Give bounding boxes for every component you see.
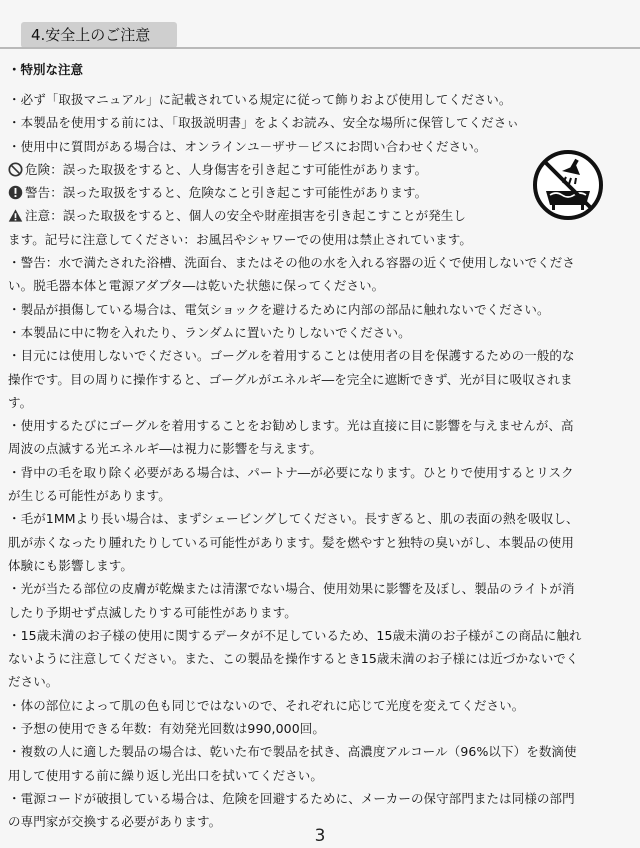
- caution-continued: ます。記号に注意してください：お風呂やシャワーでの使用は禁止されています。: [8, 231, 472, 247]
- intro-line: ・使用中に質問がある場合は、オンラインユ－ザサ－ビスにお問い合わせください。: [8, 138, 487, 154]
- notice-paragraph: [8, 321, 634, 344]
- section-divider: [0, 47, 640, 49]
- page-number: 3: [314, 826, 326, 846]
- paragraph-line: が生じる可能性があります。: [8, 488, 171, 504]
- paragraph-line: ・製品が損傷している場合は、電気ショックを避けるために内部の部品に触れないでください。: [8, 301, 550, 317]
- paragraph-line: ・複数の人に適した製品の場合は、乾いた布で製品を拭き、高濃度アルコール（96%以下）を数滴使: [8, 744, 577, 760]
- paragraph-line: ・毛が1MMより長い場合は、まずシェービングしてください。長すぎると、肌の表面の熱を吸収し、: [8, 511, 579, 527]
- danger-text: 危険：誤った取扱をすると、人身傷害を引き起こす可能性があります。: [25, 161, 428, 177]
- paragraph-line: ないように注意してください。また、この製品を操作するとき15歳未満のお子様には近づかないでく: [8, 651, 579, 667]
- paragraph-line: ・予想の使用できる年数：有効発光回数は990,000回。: [8, 721, 325, 737]
- paragraph-line: ・目元には使用しないでください。ゴーグルを着用することは使用者の目を保護するための一般的な: [8, 348, 575, 364]
- paragraph-line: 用して使用する前に繰り返し光出口を拭いてください。: [8, 767, 324, 783]
- paragraph-line: ・体の部位によって肌の色も同じではないので、それぞれに応じて光度を変えてください。: [8, 697, 525, 713]
- intro-line: ・本製品を使用する前には、「取扱説明書」をよくお読み、安全な場所に保管してくださぃ: [8, 115, 520, 131]
- notice-paragraph: [8, 577, 634, 624]
- notice-paragraph: [8, 298, 634, 321]
- paragraph-line: ・電源コードが破損している場合は、危険を回避するために、メーカーの保守部門または同様の部門: [8, 790, 575, 806]
- prohibited-icon: [8, 162, 23, 177]
- notice-paragraph: [8, 461, 634, 508]
- section-title: 4.安全上のご注意: [21, 22, 177, 48]
- notice-paragraph: [8, 414, 634, 461]
- paragraph-line: 肌が赤くなったり腫れたりしている可能性があります。髪を燃やすと独特の臭いがし、本製品の使用: [8, 534, 575, 550]
- exclamation-circle-icon: [8, 185, 23, 200]
- paragraph-line: 体験にも影響します。: [8, 557, 134, 573]
- caution-text: 注意：誤った取扱をすると、個人の安全や財産損害を引き起こすことが発生し: [25, 208, 467, 224]
- notice-paragraphs: [8, 251, 634, 833]
- paragraph-line: したり予期せず点滅したりする可能性があります。: [8, 604, 297, 620]
- paragraph-line: い。脱毛器本体と電源アダプタ―は乾いた状態に保ってください。: [8, 278, 385, 294]
- paragraph-line: ださい。: [8, 674, 59, 690]
- paragraph-line: ・警告：水で満たされた浴槽、洗面台、またはその他の水を入れる容器の近くで使用しないでくださ: [8, 255, 576, 271]
- no-bath-shower-icon: [532, 149, 604, 221]
- paragraph-line: ・使用するたびにゴーグルを着用することをお勧めします。光は直接に目に影響を与えませんが、高: [8, 418, 574, 434]
- paragraph-line: ・背中の毛を取り除く必要がある場合は、パートナ―が必要になります。ひとりで使用するとリスク: [8, 464, 574, 480]
- paragraph-line: ・光が当たる部位の皮膚が乾燥または清潔でない場合、使用効果に影響を及ぼし、製品のライトが消: [8, 581, 575, 597]
- notice-paragraph: [8, 507, 634, 577]
- notice-paragraph: [8, 740, 634, 787]
- paragraph-line: 周波の点滅する光エネルギ―は視力に影響を与えます。: [8, 441, 323, 457]
- paragraph-line: ・15歳未満のお子様の使用に関するデータが不足しているため、15歳未満のお子様がこの商品に触れ: [8, 627, 582, 643]
- special-notice-heading: ・特別な注意: [8, 62, 84, 77]
- notice-paragraph: [8, 624, 634, 694]
- paragraph-line: ・本製品に中に物を入れたり、ランダムに置いたりしないでください。: [8, 324, 411, 340]
- paragraph-line: 操作です。目の周りに操作すると、ゴーグルがエネルギ―を完全に遮断できず、光が目に吸収されま: [8, 371, 573, 387]
- paragraph-line: す。: [8, 394, 33, 410]
- warning-triangle-icon: [8, 208, 23, 223]
- paragraph-line: の専門家が交換する必要があります。: [8, 814, 222, 830]
- intro-line: ・必ず「取扱マニュアル」に記載されている規定に従って飾りおよび使用してください。: [8, 92, 512, 107]
- notice-paragraph: [8, 717, 634, 740]
- notice-paragraph: [8, 251, 634, 298]
- notice-paragraph: [8, 344, 634, 414]
- notice-paragraph: [8, 694, 634, 717]
- warning-text: 警告：誤った取扱をすると、危険なこと引き起こす可能性があります。: [25, 185, 428, 201]
